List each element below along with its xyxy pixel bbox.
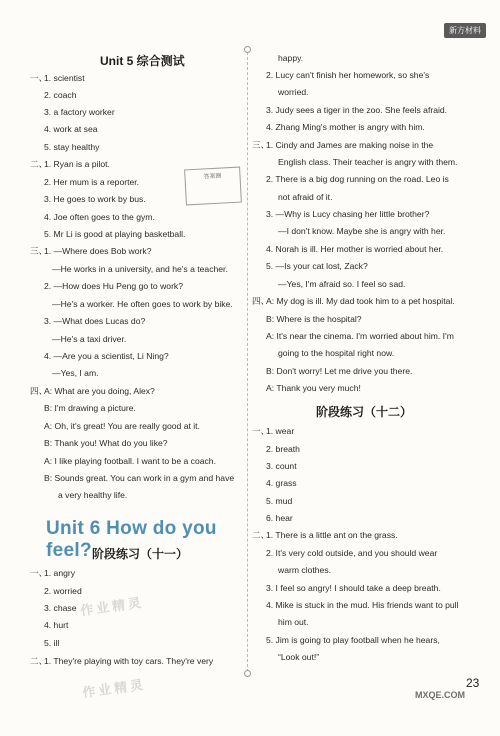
answer-line: 2. coach xyxy=(44,90,77,100)
answer-line: happy. xyxy=(278,53,304,63)
answer-line: 2. Lucy can't finish her homework, so she's xyxy=(266,70,430,80)
answer-line: 5. ill xyxy=(44,638,60,648)
answer-line: English class. Their teacher is angry with them. xyxy=(278,157,458,167)
dialogue-line: A: It's near the cinema. I'm worried about him. I'm xyxy=(266,331,454,341)
unit6-title: Unit 6 How do you feel? xyxy=(46,518,217,561)
answer-line: 3. He goes to work by bus. xyxy=(44,194,146,204)
dialogue-line: a very healthy life. xyxy=(58,490,128,500)
dialogue-line: A: Oh, it's great! You are really good at it. xyxy=(44,421,200,431)
section-label: 三、 xyxy=(30,246,48,256)
answer-line: 3. —What does Lucas do? xyxy=(44,316,146,326)
section-label: 一、 xyxy=(252,426,270,436)
answer-line: worried. xyxy=(278,87,309,97)
answer-line: —I don't know. Maybe she is angry with her. xyxy=(278,226,446,236)
answer-line: 4. work at sea xyxy=(44,124,98,134)
source-badge: 新方材料 xyxy=(444,23,486,38)
answer-line: 1. Cindy and James are making noise in the xyxy=(266,140,434,150)
dialogue-line: B: Sounds great. You can work in a gym and have xyxy=(44,473,235,483)
answer-line: 3. count xyxy=(266,461,297,471)
stage-practice-12-title: 阶段练习（十二） xyxy=(316,405,413,419)
answer-line: 1. They're playing with toy cars. They're very xyxy=(44,656,214,666)
answer-line: not afraid of it. xyxy=(278,192,333,202)
divider-dot xyxy=(244,46,251,53)
answer-line: 5. stay healthy xyxy=(44,142,100,152)
answer-line: 4. Norah is ill. Her mother is worried about her. xyxy=(266,244,444,254)
answer-line: 1. scientist xyxy=(44,73,85,83)
dialogue-line: A: I like playing football. I want to be a coach. xyxy=(44,456,216,466)
answer-line: warm clothes. xyxy=(278,565,332,575)
answer-line: 4. grass xyxy=(266,478,297,488)
answer-line: “Look out!” xyxy=(278,652,320,662)
dialogue-line: B: Don't worry! Let me drive you there. xyxy=(266,366,413,376)
watermark: 作业精灵 xyxy=(79,594,145,619)
dialogue-line: A: Thank you very much! xyxy=(266,383,361,393)
answer-line: 2. breath xyxy=(266,444,300,454)
answer-line: 5. Jim is going to play football when he hears, xyxy=(266,635,440,645)
answer-line: 5. mud xyxy=(266,496,293,506)
answer-line: 4. —Are you a scientist, Li Ning? xyxy=(44,351,169,361)
dialogue-line: B: Where is the hospital? xyxy=(266,314,362,324)
answer-line: —Yes, I'm afraid so. I feel so sad. xyxy=(278,279,406,289)
section-label: 四、 xyxy=(30,386,48,396)
unit5-test-title: Unit 5 综合测试 xyxy=(100,54,185,68)
section-label: 一、 xyxy=(30,568,48,578)
answer-line: 2. —How does Hu Peng go to work? xyxy=(44,281,184,291)
answer-line: 1. There is a little ant on the grass. xyxy=(266,530,398,540)
answer-line: 2. worried xyxy=(44,586,82,596)
answer-line: 4. hurt xyxy=(44,620,69,630)
answer-line: 4. Zhang Ming's mother is angry with him. xyxy=(266,122,425,132)
answer-line: 1. wear xyxy=(266,426,295,436)
section-label: 二、 xyxy=(252,530,270,540)
stage-practice-11-title: 阶段练习（十一） xyxy=(92,547,189,561)
answer-line: —He's a taxi driver. xyxy=(52,334,127,344)
dialogue-line: going to the hospital right now. xyxy=(278,348,395,358)
answer-line: 1. angry xyxy=(44,568,76,578)
column-divider xyxy=(247,52,248,672)
answer-line: —Yes, I am. xyxy=(52,368,99,378)
answer-line: 2. There is a big dog running on the road. Leo is xyxy=(266,174,449,184)
section-label: 二、 xyxy=(30,656,48,666)
section-label: 一、 xyxy=(30,73,48,83)
answer-line: 2. It's very cold outside, and you should wear xyxy=(266,548,438,558)
divider-dot xyxy=(244,670,251,677)
answer-line: 3. a factory worker xyxy=(44,107,115,117)
section-label: 四、 xyxy=(252,296,270,306)
dialogue-line: A: My dog is ill. My dad took him to a pet hospital. xyxy=(266,296,455,306)
answer-line: him out. xyxy=(278,617,309,627)
answer-line: 3. I feel so angry! I should take a deep breath. xyxy=(266,583,441,593)
answer-line: 3. Judy sees a tiger in the zoo. She feels afraid. xyxy=(266,105,448,115)
section-label: 二、 xyxy=(30,159,48,169)
answer-line: 4. Joe often goes to the gym. xyxy=(44,212,155,222)
dialogue-line: A: What are you doing, Alex? xyxy=(44,386,155,396)
answer-line: —He works in a university, and he's a teacher. xyxy=(52,264,228,274)
site-logo: MXQE.COM xyxy=(415,690,466,700)
answer-line: 2. Her mum is a reporter. xyxy=(44,177,140,187)
page-number: 23 xyxy=(466,676,480,690)
dialogue-line: B: Thank you! What do you like? xyxy=(44,438,168,448)
answer-line: 5. Mr Li is good at playing basketball. xyxy=(44,229,186,239)
section-label: 三、 xyxy=(252,140,270,150)
answer-line: 1. Ryan is a pilot. xyxy=(44,159,110,169)
dialogue-line: B: I'm drawing a picture. xyxy=(44,403,136,413)
answer-stamp: 答案圈 xyxy=(184,167,242,206)
answer-line: 1. —Where does Bob work? xyxy=(44,246,152,256)
answer-line: 5. —Is your cat lost, Zack? xyxy=(266,261,368,271)
answer-line: 4. Mike is stuck in the mud. His friends want to pull xyxy=(266,600,459,610)
watermark: 作业精灵 xyxy=(81,676,147,701)
answer-line: 6. hear xyxy=(266,513,293,523)
answer-line: 3. chase xyxy=(44,603,77,613)
answer-line: —He's a worker. He often goes to work by bike. xyxy=(52,299,233,309)
answer-line: 3. —Why is Lucy chasing her little brother? xyxy=(266,209,430,219)
